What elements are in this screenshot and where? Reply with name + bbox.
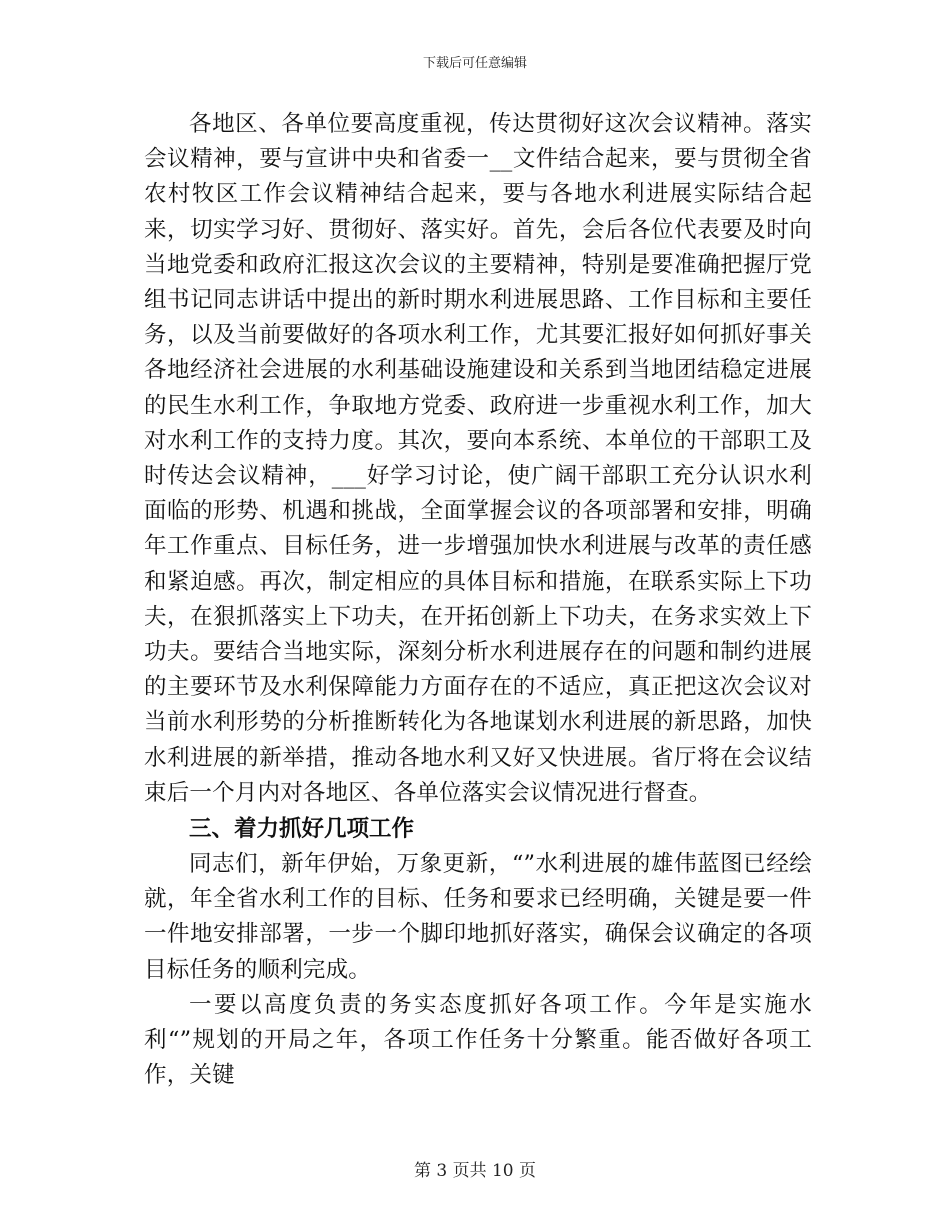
paragraph-first-requirement: 一要以高度负责的务实态度抓好各项工作。今年是实施水利“”规划的开局之年，各项工作任务十分繁重。能否做好各项工作，关键	[144, 991, 812, 1089]
section-heading: 三、着力抓好几项工作	[189, 816, 415, 843]
document-body	[144, 107, 812, 1093]
paragraph-implementation: 各地区、各单位要高度重视，传达贯彻好这次会议精神。落实会议精神，要与宣讲中央和省委一__文件结合起来，要与贯彻全省农村牧区工作会议精神结合起来，要与各地水利进展实际结合起来，切实学习好、贯彻好、落实好。首先，会后各位代表要及时向当地党委和政府汇报这次会议的主要精神，特别是要准确把握厅党组书记同志讲话中提出的新时期水利进展思路、工作目标和主要任务，以及当前要做好的各项水利工作，尤其要汇报好如何抓好事关各地经济社会进展的水利基础设施建设和关系到当地团结稳定进展的民生水利工作，争取地方党委、政府进一步重视水利工作，加大对水利工作的支持力度。其次，要向本系统、本单位的干部职工及时传达会议精神，___好学习讨论，使广阔干部职工充分认识水利面临的形势、机遇和挑战，全面掌握会议的各项部署和安排，明确年工作重点、目标任务，进一步增强加快水利进展与改革的责任感和紧迫感。再次，制定相应的具体目标和措施，在联系实际上下功夫，在狠抓落实上下功夫，在开拓创新上下功夫，在务求实效上下功夫。要结合当地实际，深刻分析水利进展存在的问题和制约进展的主要环节及水利保障能力方面存在的不适应，真正把这次会议对当前水利形势的分析推断转化为各地谋划水利进展的新思路，加快水利进展的新举措，推动各地水利又好又快进展。省厅将在会议结束后一个月内对各地区、各单位落实会议情况进行督查。	[144, 111, 812, 806]
paragraph-new-year: 同志们，新年伊始，万象更新，“”水利进展的雄伟蓝图已经绘就，年全省水利工作的目标、任务和要求已经明确，关键是要一件一件地安排部署，一步一个脚印地抓好落实，确保会议确定的各项目标任务的顺利完成。	[144, 851, 812, 983]
page-header: 下载后可任意编辑	[422, 56, 527, 71]
page-footer: 第 3 页共 10 页	[413, 1161, 537, 1181]
